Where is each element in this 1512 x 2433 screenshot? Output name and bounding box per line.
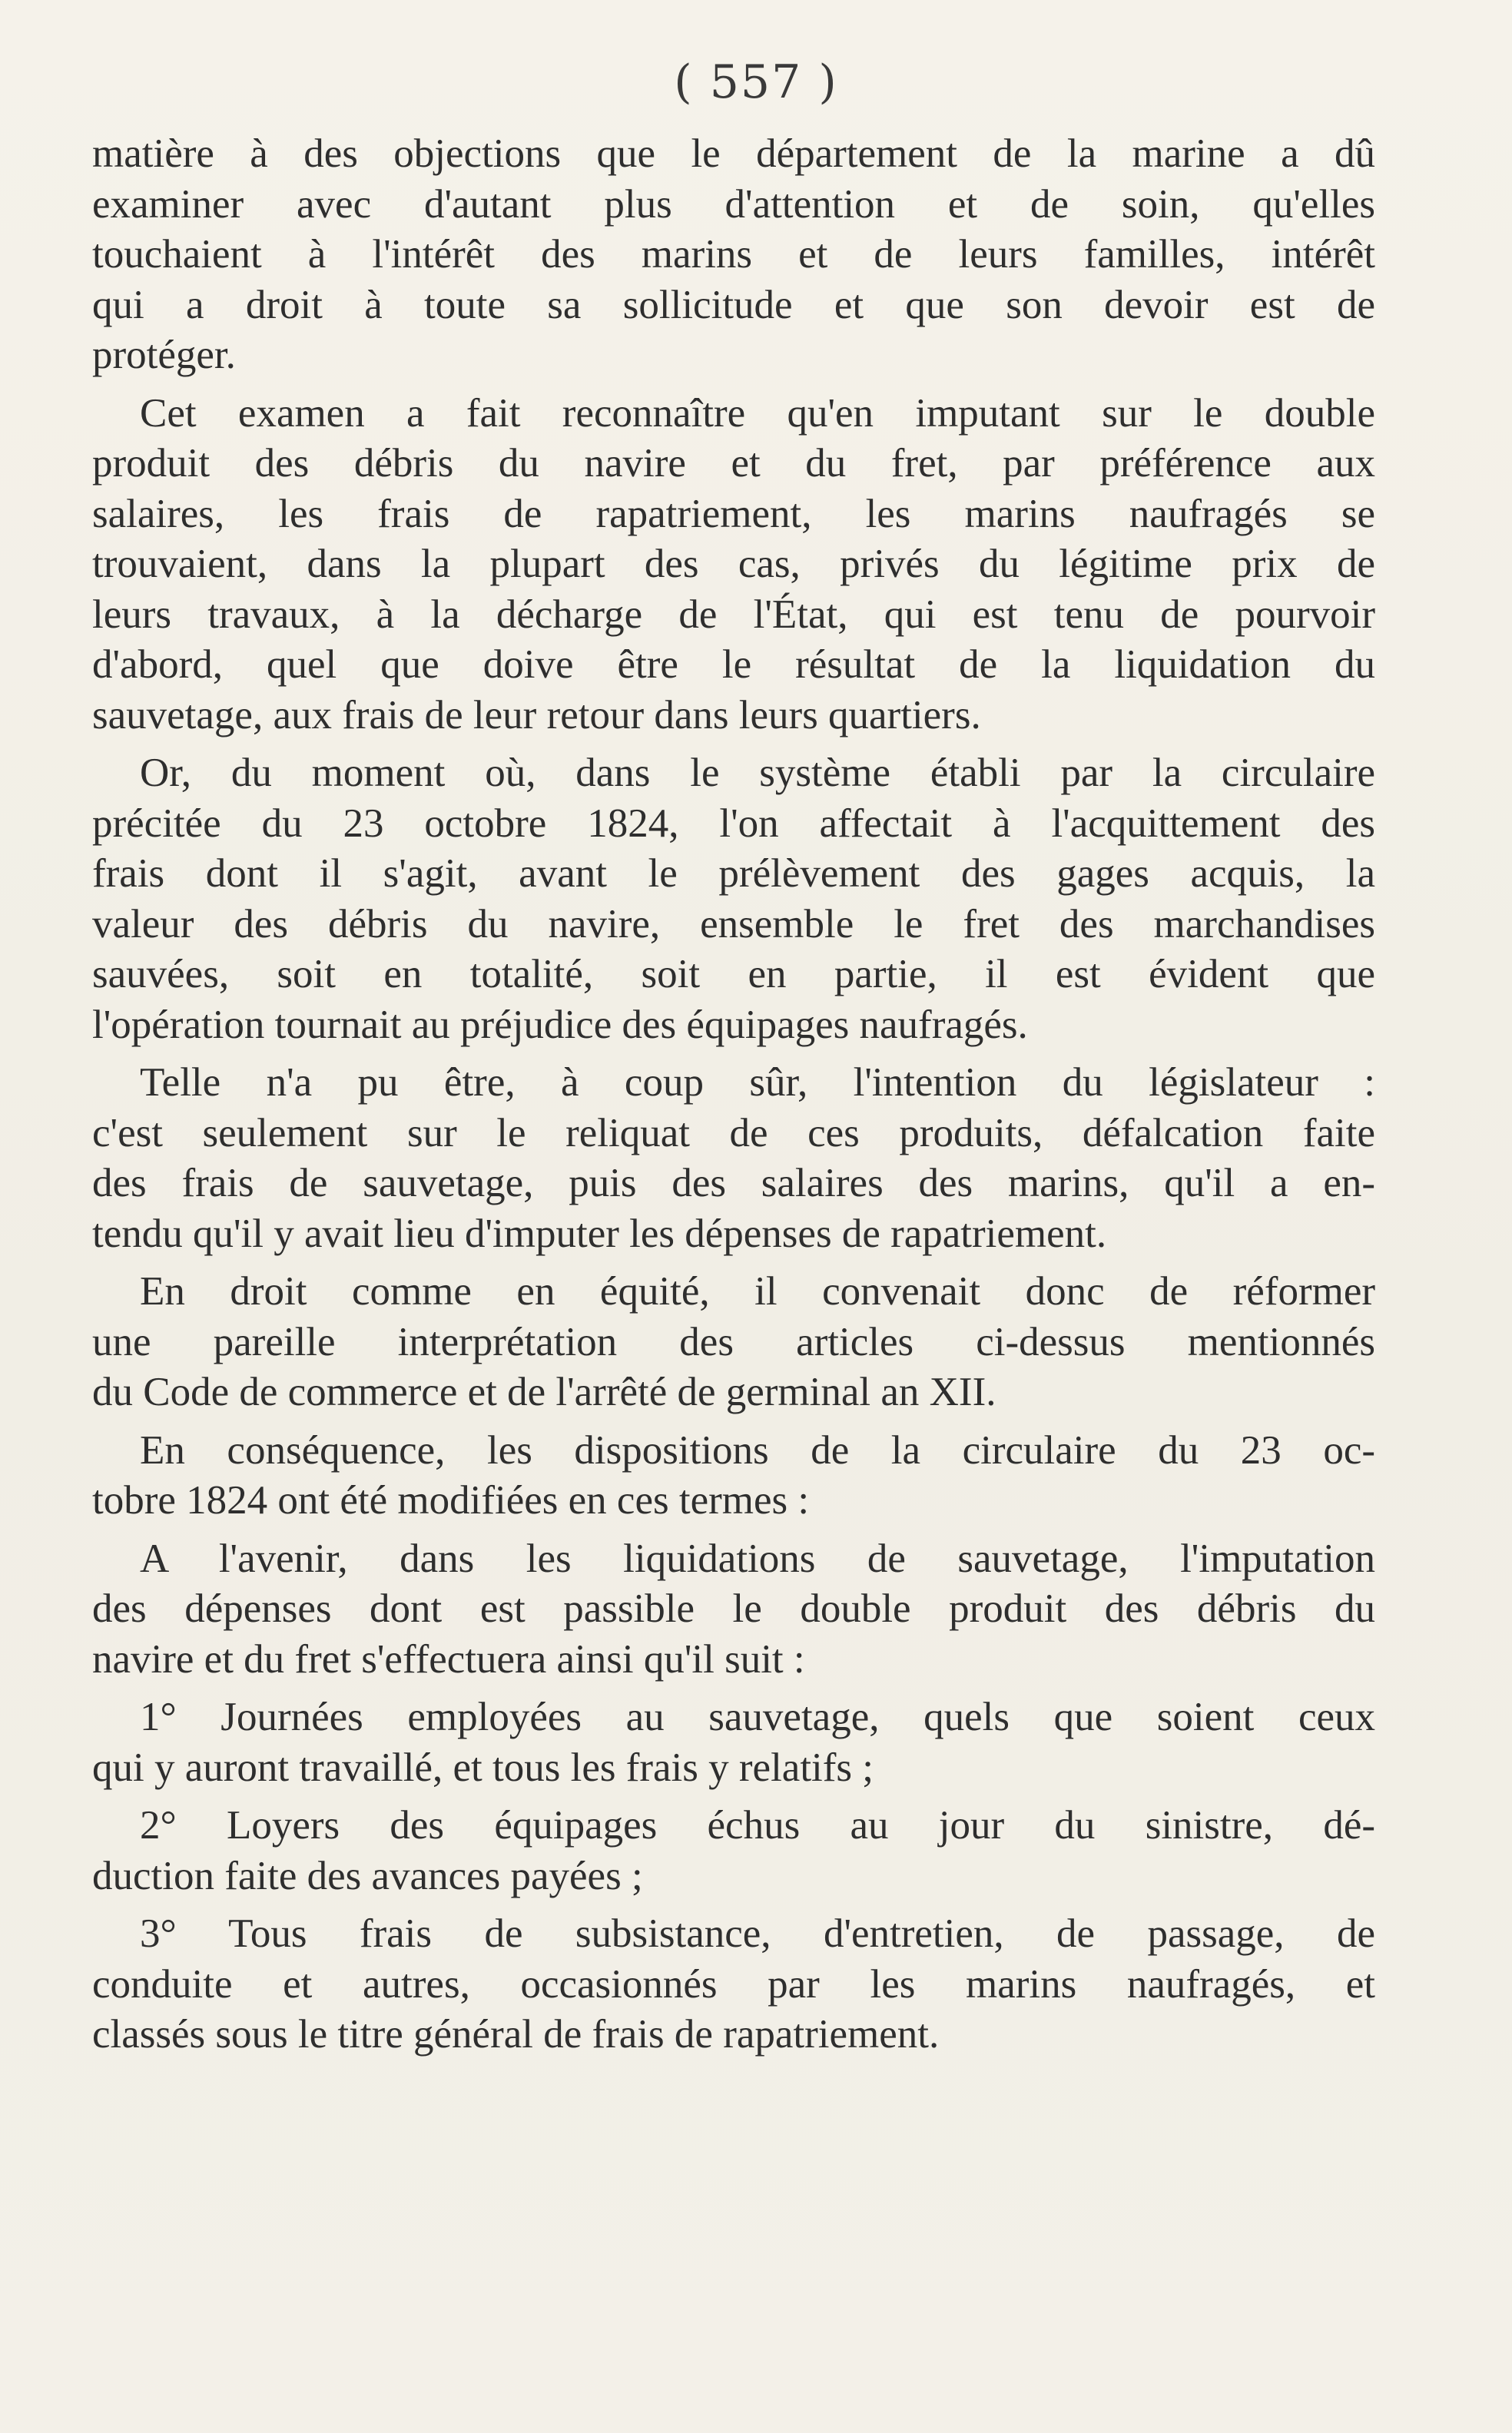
- text-line: des dépenses dont est passible le double produit des débris du: [92, 1586, 1375, 1631]
- text-line: une pareille interprétation des articles ci-dessus mentionnés: [92, 1319, 1375, 1364]
- text-line: navire et du fret s'effectuera ainsi qu'il suit :: [92, 1636, 805, 1682]
- text-line: tobre 1824 ont été modifiées en ces termes :: [92, 1478, 810, 1523]
- paragraph-6: [92, 1426, 1375, 1526]
- paragraph-2: [92, 389, 1375, 741]
- text-line: matière à des objections que le département de la marine a dû: [92, 131, 1375, 176]
- text-line: qui y auront travaillé, et tous les frais y relatifs ;: [92, 1745, 874, 1790]
- paragraph-3: [92, 748, 1375, 1050]
- text-line: précitée du 23 octobre 1824, l'on affectait à l'acquittement des: [92, 801, 1375, 846]
- paragraph-1: [92, 129, 1375, 381]
- text-line: valeur des débris du navire, ensemble le fret des marchandises: [92, 901, 1375, 946]
- paragraph-7: [92, 1534, 1375, 1686]
- text-line: 1° Journées employées au sauvetage, quels que soient ceux: [140, 1695, 1375, 1739]
- text-line: d'abord, quel que doive être le résultat de la liquidation du: [92, 642, 1375, 687]
- list-item-1: [92, 1692, 1375, 1793]
- text-line: A l'avenir, dans les liquidations de sauvetage, l'imputation: [140, 1536, 1375, 1581]
- text-line: protéger.: [92, 333, 236, 377]
- text-line: frais dont il s'agit, avant le prélèvement des gages acquis, la: [92, 851, 1375, 896]
- text-line: sauvées, soit en totalité, soit en partie, il est évident que: [92, 952, 1375, 996]
- paragraph-4: [92, 1058, 1375, 1259]
- text-line: leurs travaux, à la décharge de l'État, qui est tenu de pourvoir: [92, 592, 1375, 637]
- text-line: trouvaient, dans la plupart des cas, privés du légitime prix de: [92, 542, 1375, 586]
- text-line: du Code de commerce et de l'arrêté de germinal an XII.: [92, 1370, 996, 1414]
- text-line: Telle n'a pu être, à coup sûr, l'intention du législateur :: [140, 1060, 1375, 1105]
- text-line: examiner avec d'autant plus d'attention et de soin, qu'elles: [92, 181, 1375, 227]
- text-line: classés sous le titre général de frais de rapatriement.: [92, 2012, 940, 2057]
- list-item-3: [92, 1909, 1375, 2060]
- text-line: En conséquence, les dispositions de la circulaire du 23 oc-: [140, 1427, 1375, 1473]
- text-line: duction faite des avances payées ;: [92, 1853, 643, 1898]
- text-line: Or, du moment où, dans le système établi par la circulaire: [140, 751, 1375, 795]
- text-line: produit des débris du navire et du fret, par préférence aux: [92, 441, 1375, 486]
- text-line: c'est seulement sur le reliquat de ces produits, défalcation faite: [92, 1110, 1375, 1155]
- text-line: qui a droit à toute sa sollicitude et que son devoir est de: [92, 282, 1375, 327]
- text-line: touchaient à l'intérêt des marins et de leurs familles, intérêt: [92, 232, 1375, 277]
- text-line: sauvetage, aux frais de leur retour dans leurs quartiers.: [92, 692, 981, 738]
- text-line: tendu qu'il y avait lieu d'imputer les dépenses de rapatriement.: [92, 1211, 1107, 1256]
- body-text: [92, 129, 1375, 2068]
- paragraph-5: [92, 1267, 1375, 1418]
- text-line: Cet examen a fait reconnaître qu'en imputant sur le double: [140, 390, 1375, 436]
- text-line: l'opération tournait au préjudice des équipages naufragés.: [92, 1002, 1028, 1047]
- text-line: 3° Tous frais de subsistance, d'entretien, de passage, de: [140, 1911, 1375, 1956]
- page-number: ( 557 ): [674, 55, 838, 109]
- text-line: 2° Loyers des équipages échus au jour du sinistre, dé-: [140, 1803, 1375, 1848]
- text-line: des frais de sauvetage, puis des salaires des marins, qu'il a en-: [92, 1161, 1375, 1205]
- text-line: salaires, les frais de rapatriement, les marins naufragés se: [92, 491, 1375, 536]
- list-item-2: [92, 1801, 1375, 1901]
- text-line: conduite et autres, occasionnés par les marins naufragés, et: [92, 1961, 1375, 2007]
- text-line: En droit comme en équité, il convenait donc de réformer: [140, 1269, 1375, 1314]
